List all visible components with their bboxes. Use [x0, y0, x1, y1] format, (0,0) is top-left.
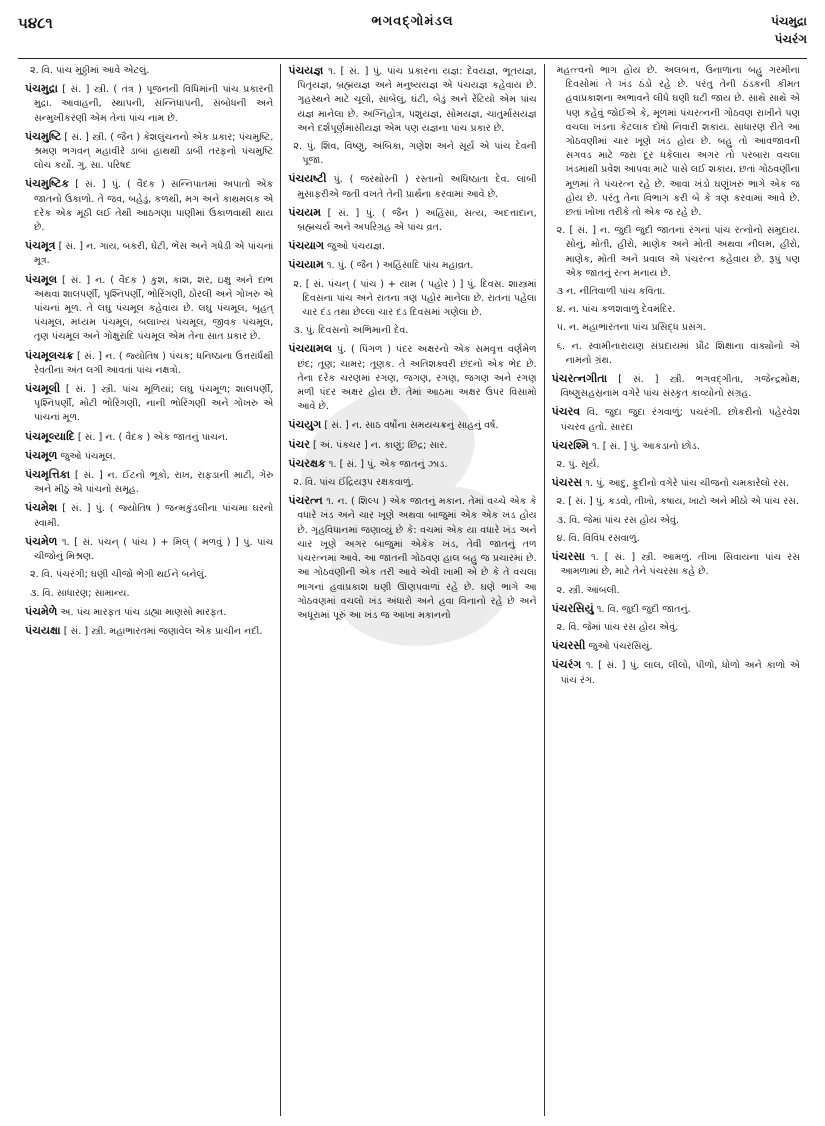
entry-headword: પંચયષ્ટી: [288, 172, 327, 186]
dictionary-entry: [552, 495, 800, 509]
column-1: [18, 64, 280, 1116]
entry-definition: ૧. [ સં. ] પું. પાંચ પ્રકારના યજ્ઞ: દેવયજ્ઞ, ભૂતયજ્ઞ, પિતૃયજ્ઞ, બ્રહ્મયજ્ઞ અને મનુષ્યયજ્ઞ એ પંચયજ્ઞ કહેવાય છે. ગૃહસ્થને માટે ચૂલો, સાંબેલું, ઘંટી, બેડું અને રેંટિયો એમ પાંચ યજ્ઞ માનેલા છે. અગ્નિહોત્ર, પશુયજ્ઞ, સોમયજ્ઞ, ચાતુર્માસયજ્ઞ અને દર્શપૂર્ણમાસીયજ્ઞ એમ પણ યજ્ઞના પાંચ પ્રકાર છે.: [297, 66, 537, 134]
dictionary-entry: [552, 340, 800, 368]
dictionary-entry: [288, 438, 536, 453]
entry-definition: [ સં. ] ન. ( વૈદક ) એક જાતનું પાચન.: [77, 431, 229, 443]
entry-definition: ૧. ન. ( શિલ્પ ) એક જાતનું મકાન. તેમાં વચ્ચે એક કે વધારે ખંડ અને ચાર ખૂણે અથવા બાજુમાં એક એક ખંડ હોય છે. ગૃહવિધાનમાં જણાવ્યું છે કે: વચમાં એક યા વધારે ખંડ અને ચાર ખૂણે અગર બાજુમાં એકેક ખંડ, તેવી જાતનું તળ પંચરત્નમાં આવે. આ જાતની ગોઠવણ હાલ બહુ જ પ્રચારમાં છે. આ ગોઠવણીની એક તરી આવે એવી ખામી એ છે કે તે વચલા ભાગનાં હવાપ્રકાશ ઘણી ઊણપવાળાં રહે છે. ઘણે ભાગે આ ગોઠવણમાં વચલો ખંડ અંધારો અને હવા વિનાનો રહે છે અને અધૂરામાં પૂરું આ ખંડ જ આખા મકાનનો: [297, 496, 537, 621]
page-number: ૫૪૮૧: [18, 14, 53, 32]
dictionary-entry: [552, 64, 800, 220]
entry-definition: ૩ ન. નીતિવાળી પાંચ કવિતા.: [556, 286, 666, 298]
entry-definition: ૩. વિ. સાધારણ; સામાન્ય.: [30, 587, 130, 599]
entry-definition: જુઓ પંચરસિયું.: [588, 641, 653, 653]
dictionary-entry: [552, 321, 800, 335]
entry-definition: ૩. વિ. જેમાં પાંચ રસ હોય એવું.: [556, 514, 679, 526]
entry-definition: [ સં. ] ન. ગાય, બકરી, ઘેટી, ભેંસ અને ગધેડી એ પાંચનાં મૂત્ર.: [34, 241, 274, 267]
dictionary-entry: [552, 602, 800, 617]
entry-headword: પંચમુદ્રા: [25, 82, 58, 96]
entry-headword: પંચમુષ્ટિ: [25, 129, 62, 143]
entry-headword: પંચરસી: [551, 639, 586, 653]
dictionary-entry: [25, 535, 273, 564]
dictionary-entry: [552, 584, 800, 598]
entry-definition: [ સં. ] ન. સાઠ વર્ષોના સમયચક્રનું સાહનું વર્ષ.: [324, 420, 499, 432]
dictionary-entry: [552, 514, 800, 528]
dictionary-entry: [552, 285, 800, 299]
dictionary-entry: [25, 130, 273, 174]
entry-headword: પંચયમ: [288, 205, 322, 219]
entry-definition: [ સં. ] ન. ( જ્યોતિષ ) પંચક; ધનિષ્ઠાના ઉત્તરાર્ધથી રેવતીના અંત લગી આવતાં પાંચ નક્ષત્રો.: [34, 350, 274, 376]
entry-headword: પંચમુષ્ટિક: [25, 177, 70, 191]
entry-definition: જુઓ પંચયજ્ઞ.: [327, 241, 385, 253]
entry-definition: પું. ( પિંગળ ) પંદર અક્ષરનો એક સમવૃત્ત વર્ણમેળ છંદ; તૂણ; ચામર; તૂણક. તે અતિશક્વરી છંદનો એક ભેદ છે. તેના દરેક ચરણમાં રગણ, જગણ, રગણ, જગણ અને રગણ મળી પંદર અક્ષર હોય છે. તેમાં આઠમા અક્ષર ઉપર વિસામો આવે છે.: [297, 344, 537, 413]
dictionary-entry: [552, 458, 800, 472]
dictionary-entry: [552, 532, 800, 546]
entry-definition: મહત્ત્વનો ભાગ હોય છે. અલબત્ત, ઉનાળાના બહુ ગરમીના દિવસોમાં તે ખંડ ઠંડો રહે છે. પરંતુ તેની ઠંડકની કીમત હવાપ્રકાશના અભાવને લીધે ઘણી ઘટી જાય છે. સાથે સાથે એ પણ કહેવું જોઈએ કે, મૂળમાં પંચરત્નની ગોઠવણ રાખીને પણ વચલા ખંડના કેટલાક દોષો નિવારી શકાય. સાધારણ રીતે આ ગોઠવણીમાં ચાર ખૂણે ખંડ હોય છે. બહુ તો આવજાવની સગવડ માટે જરા દૂર ધકેલાય અગર તો પરબારા વચલા ખંડમાંથી પ્રવેશ આપવા માટે પાસે લઈ શકાય. છતાં ગોઠવણીના મૂળમાં તે પંચરત્ન રહે છે. આવા ખંડો ઘણુંખરું ભાગે એક જ હોય છે. પરંતુ તેના વિભાગ કરી બે કે ત્રણ કરવામાં આવે છે. છતાં ખોખા તરીકે તો એક જ રહે છે.: [556, 65, 800, 219]
entry-definition: ૧. પું. ( જૈન ) અહિંસાદિ પાંચ મહાવ્રત.: [326, 260, 474, 272]
entry-definition: પું. ( જરથોસ્તી ) રસ્તાનો અધિષ્ઠાતા દેવ. લાંબી મુસાફરીએ જતી વખતે તેની પ્રાર્થના કરવામાં આવે છે.: [297, 174, 537, 200]
entry-headword: પંચયામલ: [288, 342, 333, 356]
dictionary-entry: [552, 439, 800, 454]
entry-headword: પંચમૂલ્યાદિ: [25, 429, 75, 443]
entry-definition: ૪. વિ. વિવિધ રસવાળું.: [556, 532, 640, 544]
column-3: [544, 64, 807, 1116]
entry-definition: ૨. પું. સૂર્ય.: [556, 459, 600, 471]
dictionary-entry: [25, 501, 273, 530]
entry-headword: પંચરસ: [551, 476, 583, 490]
entry-definition: ૩. પું. દિવસનો અભિમાની દેવ.: [293, 325, 409, 337]
dictionary-entry: [288, 172, 536, 201]
dictionary-entry: [25, 382, 273, 426]
entry-headword: પંચયામ: [288, 258, 324, 272]
entry-definition: [ સં. ] સ્ત્રી. પાંચ મૂળિયાં; લઘુ પંચમૂળ; શાલપર્ણી, પૃશ્નિપર્ણી, મોટી ભોરિંગણી, નાની ભોરિંગણી અને ગોખરુ એ પાંચનાં મૂળ.: [34, 384, 274, 424]
entry-definition: ૧. પું. આદુ, ફુદીનો વગેરે પાંચ ચીજનો ચમકારેલો રસ.: [585, 478, 790, 490]
entry-definition: ૧. [ સં. ] સ્ત્રી. આમળું. તીખા સિવાયના પાંચ રસ આમળામાં છે, માટે તેને પંચરસા કહે છે.: [560, 552, 800, 578]
entry-definition: ૨. વિ. પાંચ ઈંદ્રિયરૂપ રક્ષકવાળું.: [293, 477, 414, 489]
dictionary-entry: [552, 639, 800, 654]
dictionary-entry: [552, 372, 800, 401]
entry-headword: પંચયક્ષા: [25, 623, 61, 637]
entry-definition: [ સં. ] સ્ત્રી. ( તંત્ર ) પૂજનની વિધિમાંની પાંચ પ્રકારની મુદ્રા. આવાહની, સ્થાપની, સન્નિધાપની, સંબોધની અને સન્મુખીકરણી એમ તેનાં પાંચ નામ છે.: [34, 84, 274, 124]
dictionary-entry: [288, 258, 536, 273]
entry-headword: પંચમૂળ: [25, 448, 58, 462]
entry-headword: પંચમૂલી: [25, 382, 61, 396]
dictionary-columns: [18, 64, 807, 1116]
dictionary-entry: [25, 430, 273, 445]
entry-definition: [ સં. ] પું. ( જ્યોતિષ ) જન્મકુંડલીના પાંચમા ઘરનો સ્વામી.: [34, 503, 274, 529]
dictionary-entry: [288, 324, 536, 338]
dictionary-entry: [25, 239, 273, 268]
dictionary-entry: [552, 476, 800, 491]
dictionary-entry: [288, 64, 536, 136]
entry-definition: ૨. વિ. જેમાં પાંચ રસ હોય એવું.: [556, 621, 679, 633]
dictionary-entry: [25, 349, 273, 378]
entry-headword: પંચયુગ: [288, 418, 322, 432]
entry-definition: ૪. ન. પાંચ કળશવાળું દેવમંદિર.: [556, 304, 676, 316]
page-header: [18, 10, 807, 56]
entry-definition: [ સં. ] ન. ( વૈદક ) કુશ, કાશ, શર, ઇક્ષુ અને દાભ અથવા શાલપર્ણી, પૃશ્નિપર્ણી, ભોરિંગણી, ઠોરલી અને ગોખરુ એ પાંચનાં મૂળ. તે લઘુ પંચમૂલ કહેવાય છે. લઘુ પંચમૂલ, બૃહત્ પંચમૂલ, મધ્યમ પંચમૂલ, બલાખ્ય પંચમૂલ, જીવક પંચમૂલ, તૃણ પંચમૂલ અને ગોક્ષુરાદિ પંચમૂલ એમ તેના સાત પ્રકાર છે.: [34, 274, 274, 343]
entry-headword: પંચરશ્મિ: [551, 438, 589, 452]
entry-headword: પંચમેશ: [25, 501, 58, 515]
entry-definition: વિ. જુદા જુદા રંગવાળું; પચરંગી. છોકરીનો પહેરવેશ પંચરવ હતો. સારદા: [560, 407, 800, 433]
dictionary-entry: [552, 658, 800, 687]
page-title: ભગવદ્ગોમંડલ: [371, 14, 454, 29]
entry-definition: ૨. [ સં. ] પું. કડવો, તીખો, કષાય, ખાટો અને મીઠો એ પાંચ રસ.: [556, 496, 800, 508]
entry-headword: પંચયજ્ઞ: [288, 64, 324, 77]
entry-headword: પંચમૂલચક્ર: [25, 348, 74, 362]
dictionary-entry: [552, 550, 800, 579]
dictionary-entry: [25, 449, 273, 464]
dictionary-entry: [288, 239, 536, 254]
entry-headword: પંચમૃત્તિકા: [25, 468, 71, 482]
entry-headword: પંચમેળે: [25, 604, 58, 618]
entry-headword: પંચરંગ: [551, 658, 582, 672]
entry-definition: [ અં. પંક્ચર ] ન. કાણું; છિદ્ર; સાર.: [313, 439, 448, 451]
entry-definition: ૧. વિ. જુદી જુદી જાતનું.: [596, 603, 691, 615]
dictionary-entry: [552, 405, 800, 434]
guide-word-bottom: પંચરંગ: [774, 32, 807, 46]
guide-words: [771, 12, 807, 48]
dictionary-entry: [288, 494, 536, 623]
dictionary-entry: [25, 273, 273, 345]
dictionary-entry: [552, 303, 800, 317]
entry-headword: પંચમૂત્ર: [25, 239, 56, 253]
dictionary-entry: [25, 605, 273, 620]
entry-definition: અ. પંચ મારફત પાંચ ડાહ્યા માણસો મારફત.: [60, 606, 227, 618]
entry-definition: ૧. [ સં. ] પું. એક જાતનું ઝાડ.: [328, 458, 448, 470]
dictionary-entry: [552, 621, 800, 635]
dictionary-entry: [25, 587, 273, 601]
entry-definition: [ સં. ] સ્ત્રી. મહાભારતમાં જણાવેલ એક પ્રાચીન નદી.: [63, 625, 263, 637]
entry-headword: પંચયાગ: [288, 239, 325, 253]
entry-definition: [ સં. ] ન. ઈંટનો ભૂકો, રાખ, રાફડાની માટી, ગેરુ અને મીઠું એ પાંચનો સમૂહ.: [34, 470, 274, 496]
entry-definition: ૬. ન. સ્વામીનારાયણ સંપ્રદાયમાં પ્રૌઢ શિક્ષાના વાક્યોનો એ નામનો ગ્રંથ.: [556, 340, 800, 366]
dictionary-entry: [288, 206, 536, 235]
header-divider: [18, 58, 807, 59]
dictionary-entry: [25, 177, 273, 235]
dictionary-entry: [288, 476, 536, 490]
dictionary-entry: [25, 568, 273, 582]
dictionary-entry: [288, 140, 536, 168]
entry-headword: પંચરસા: [551, 550, 585, 564]
entry-definition: ૨. પું. શિવ, વિષ્ણુ, અંબિકા, ગણેશ અને સૂર્ય એ પાંચ દેવની પૂજા.: [293, 141, 537, 167]
guide-word-top: પંચમુદ્રા: [771, 14, 807, 28]
dictionary-entry: [25, 624, 273, 639]
dictionary-entry: [288, 278, 536, 321]
entry-headword: પંચર: [288, 437, 310, 451]
entry-headword: પંચરત્ન: [288, 494, 323, 508]
entry-definition: [ સં. ] સ્ત્રી. ( જૈન ) કેશલુંચનનો એક પ્રકાર; પંચમુષ્ટિ. શ્રમણ ભગવન્ મહાવીરે ડાબા હાથથી ડાબી તરફનો પંચમુષ્ટિ લોચ કર્યો. ગુ. સા. પરિષદ: [34, 131, 274, 172]
entry-definition: [ સં. ] પું. ( જૈન ) અહિંસા, સત્ય, અદત્તાદાન, બ્રહ્મચર્ય અને અપરિગ્રહ એ પાંચ વ્રત.: [297, 207, 537, 234]
dictionary-entry: [25, 82, 273, 126]
entry-definition: ૨. સ્ત્રી. આંબલી.: [556, 584, 620, 596]
entry-definition: ૨. [ સં. ] ન. જુદી જુદી જાતનાં રંગનાં પાંચ રત્નોનો સમુદાય. સોનું, મોતી, હીરો, માણેક અને મોતી અથવા નીલમ, હીરો, માણેક, મોતી અને પ્રવાલ એ પંચરત્ન કહેવાય છે. રૂપું પણ એક જાતનું રત્ન મનાય છે.: [556, 225, 800, 279]
entry-headword: પંચરસિયું: [551, 601, 594, 615]
entry-headword: પંચરત્નગીતા: [551, 372, 608, 386]
dictionary-entry: [288, 457, 536, 472]
dictionary-entry: [25, 468, 273, 497]
entry-definition: ૧. [ સં. ] પું. આકડાનો છોડ.: [591, 440, 700, 452]
entry-definition: [ સં. ] પું. ( વૈદક ) સન્નિપાતમાં અપાતો એક જાતનો ઉકાળો. તે જવ, બહેડું, કળથી, મગ અને કાથમલક એ દરેક એક મૂઠી લઈ તેથી આઠગણા પાણીમાં ઉકાળવાથી થાય છે.: [34, 179, 274, 234]
entry-definition: ૧. [ સં. ] પું. લાલ, લીલો, પીળો, ધોળો અને કાળો એ પાંચ રંગ.: [560, 660, 800, 686]
entry-definition: ૨. [ સં. પંચન્ ( પાંચ ) + યામ ( પહોર ) ] પું. દિવસ. શાસ્ત્રમાં દિવસના પાંચ અને રાતના ત્રણ પહોર માનેલા છે. રાતના પહેલા ચાર દંડ તથા છેલ્લા ચાર દંડ દિવસમાં ગણેલા છે.: [293, 278, 537, 319]
entry-headword: પંચરક્ષક: [288, 456, 326, 470]
column-2: [280, 64, 543, 1116]
dictionary-entry: [25, 64, 273, 78]
entry-definition: ૨. વિ. પંચરંગી; ઘણી ચીજો ભેગી થઈને બનેલું.: [30, 569, 207, 581]
entry-definition: ૧. [ સં. પંચન્ ( પાંચ ) + મિલ્ ( મળવું ) ] પું. પાંચ ચીજોનું મિશ્રણ.: [34, 536, 274, 563]
dictionary-entry: [288, 342, 536, 414]
entry-definition: [ સં. ] સ્ત્રી. ભગવદ્ગીતા, ગજેન્દ્રમોક્ષ, વિષ્ણુસહસ્રનામ વગેરે પાંચ સંસ્કૃત કાવ્યોનો સંગ્રહ.: [560, 374, 800, 400]
entry-definition: ૫. ન. મહાભારતના પાંચ પ્રસિદ્ધ પ્રસંગ.: [556, 322, 706, 334]
entry-definition: જુઓ પંચમૂલ.: [60, 450, 116, 462]
entry-definition: ૨. વિ. પાંચ મુઠ્ઠીમાં આવે એટલું.: [30, 65, 150, 76]
entry-headword: પંચમૂલ: [25, 272, 58, 286]
entry-headword: પંચમેળ: [25, 534, 58, 548]
dictionary-entry: [552, 224, 800, 281]
entry-headword: પંચરવ: [551, 405, 581, 419]
dictionary-entry: [288, 418, 536, 433]
